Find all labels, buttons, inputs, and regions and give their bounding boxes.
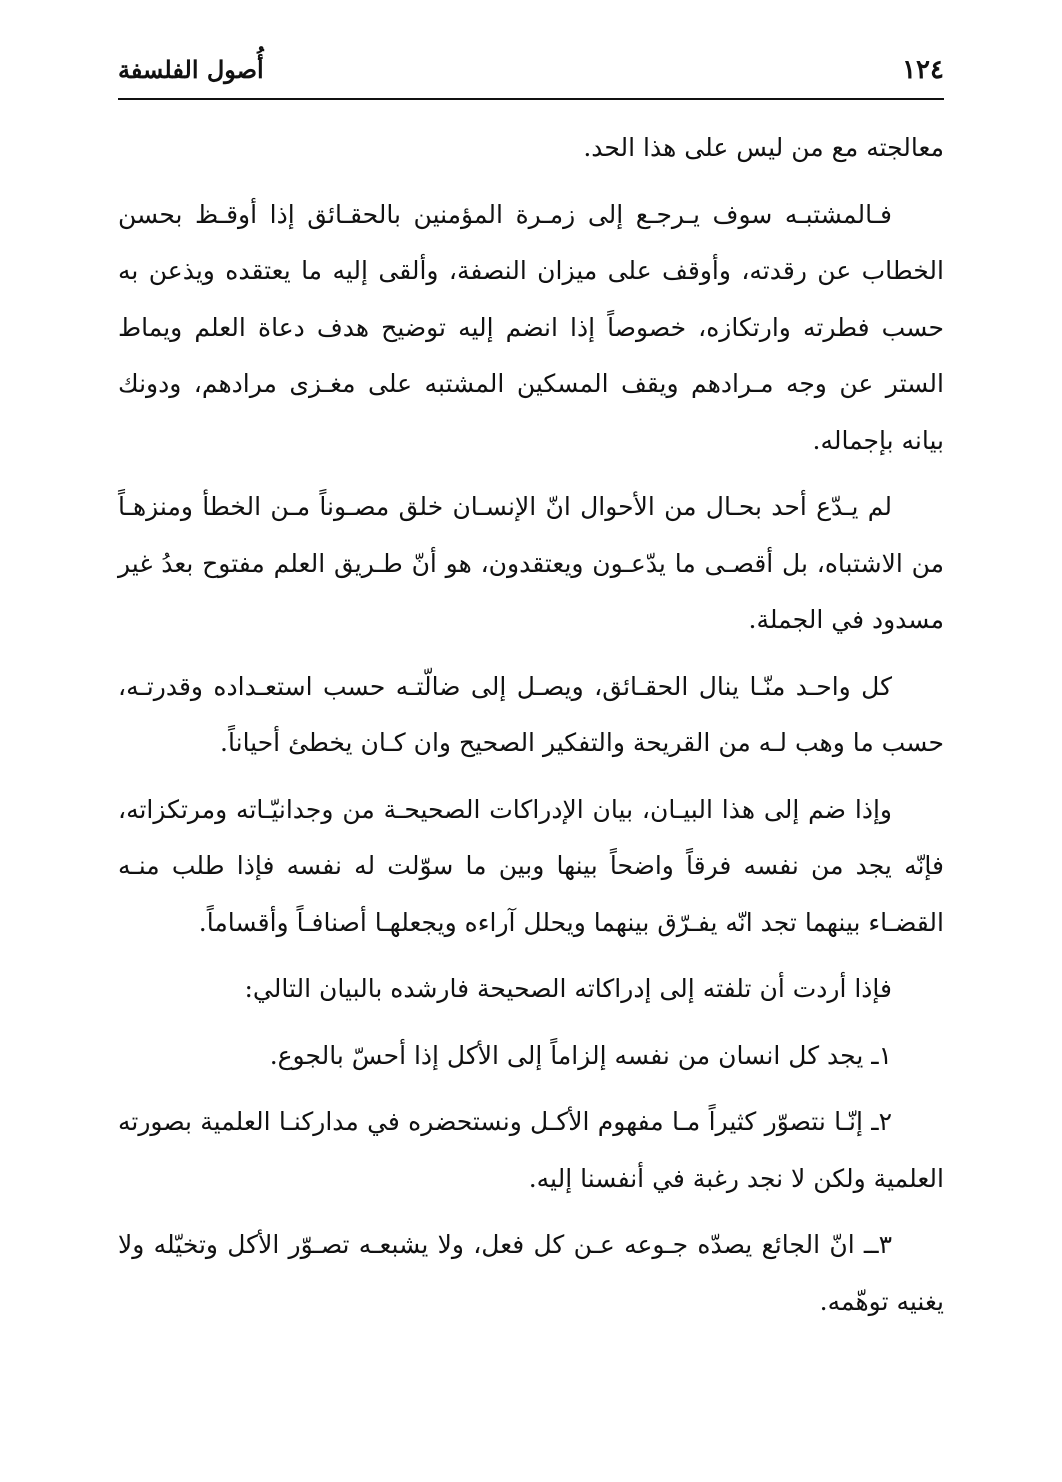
list-item: ٣ــ انّ الجائع يصدّه جـوعه عـن كل فعل، ولا يشبعـه تصـوّر الأكل وتخيّله ولا يغنيه توهّمه.: [118, 1230, 944, 1316]
body-text: [118, 120, 944, 1340]
paragraph: معالجته مع من ليس على هذا الحد.: [583, 133, 944, 162]
paragraph: وإذا ضم إلى هذا البيـان، بيان الإدراكات الصحيحـة من وجدانيّـاته ومرتكزاته، فإنّه يجد من نفسه فرقاً واضحاً بينها وبين ما سوّلت له نفسه فإذا طلب منـه القضـاء بينهما تجد انّه يفـرّق بينهما ويحلل آراءه ويجعلهـا أصنافـاً وأقساماً.: [118, 794, 944, 937]
list-item: ٢ـ إنّـا نتصوّر كثيراً مـا مفهوم الأكـل ونستحضره في مداركنـا العلمية بصورته العلمية ولكن لا نجد رغبة في أنفسنا إليه.: [118, 1107, 944, 1193]
paragraph: فإذا أردت أن تلفته إلى إدراكاته الصحيحة فارشده بالبيان التالي:: [244, 974, 892, 1003]
list-item: ١ـ يجد كل انسان من نفسه إلزاماً إلى الأكل إذا أحسّ بالجوع.: [269, 1040, 892, 1070]
running-title: أُصول الفلسفة: [118, 55, 264, 84]
page-header: [118, 48, 944, 96]
paragraph: لم يـدّع أحد بحـال من الأحوال انّ الإنسـان خلق مصـوناً مـن الخطأ ومنزهـاً من الاشتباه، بل أقصـى ما يدّعـون ويعتقدون، هو أنّ طـريق العلم مفتوح بعدُ غير مسدود في الجملة.: [118, 492, 944, 634]
page-number: ١٢٤: [902, 55, 944, 85]
header-rule: [118, 98, 944, 100]
paragraph: كل واحـد منّـا ينال الحقـائق، ويصـل إلى ضالّتـه حسب استعـداده وقدرتـه، حسب ما وهب لـه من القريحة والتفكير الصحيح وان كـان يخطئ أحياناً.: [118, 671, 944, 757]
paragraph: فـالمشتبـه سوف يـرجـع إلى زمـرة المؤمنين بالحقـائق إذا أوقـظ بحسن الخطاب عن رقدته، وأوقف على ميزان النصفة، وألقى إليه ما يعتقده ويذعن به حسب فطرته وارتكازه، خصوصاً إذا انضم إليه توضيح هدف دعاة العلم ويماط الستر عن وجه مـرادهم ويقف المسكين المشتبه على مغـزى مرادهم، ودونك بيانه بإجماله.: [118, 199, 944, 455]
